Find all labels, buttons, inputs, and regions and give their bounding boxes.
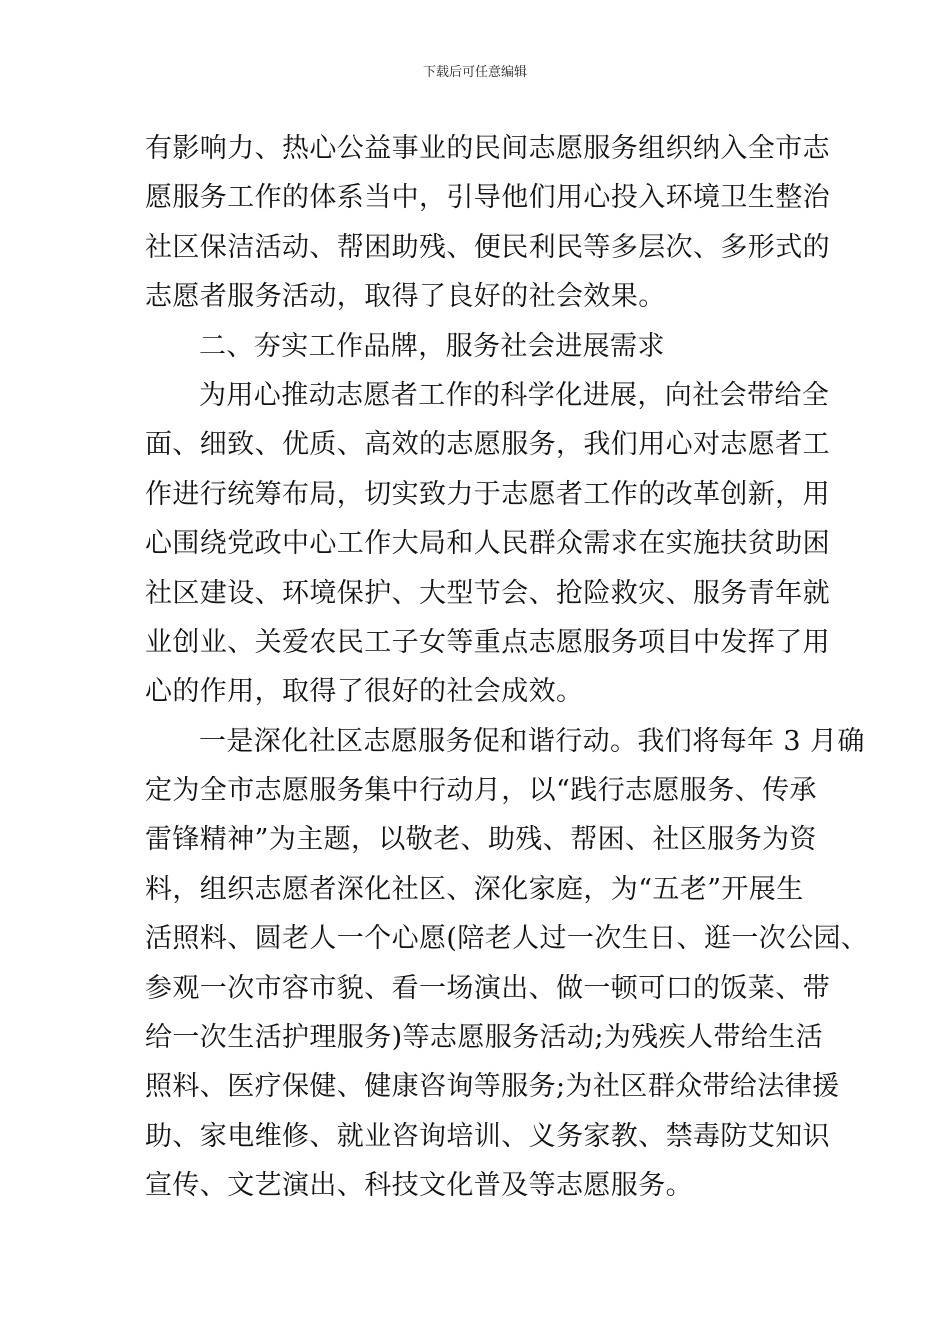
text-line: 面、细致、优质、高效的志愿服务，我们用心对志愿者工 [145,429,830,461]
text-line: 给一次生活护理服务)等志愿服务活动;为残疾人带给生活 [145,1022,824,1054]
text-line: 为用心推动志愿者工作的科学化进展，向社会带给全 [199,379,830,411]
text-line: 宣传、文艺演出、科技文化普及等志愿服务。 [145,1170,693,1202]
document-body [145,124,869,1211]
text-line: 社区建设、环境保护、大型节会、抢险救灾、服务青年就 [145,577,830,609]
text-line: 作进行统筹布局，切实致力于志愿者工作的改革创新，用 [145,478,830,510]
section-heading: 二、夯实工作品牌，服务社会进展需求 [199,330,665,362]
text-line: 心围绕党政中心工作大局和人民群众需求在实施扶贫助困 [145,528,830,560]
text-line: 助、家电维修、就业咨询培训、义务家教、禁毒防艾知识 [145,1120,830,1152]
text-line: 活照料、圆老人一个心愿(陪老人过一次生日、逛一次公园、 [145,923,869,955]
text-line: 定为全市志愿服务集中行动月，以“践行志愿服务、传承 [145,775,817,807]
text-line: 一是深化社区志愿服务促和谐行动。我们将每年 3 月确 [199,725,865,757]
text-line: 照料、医疗保健、健康咨询等服务;为社区群众带给法律援 [145,1071,840,1103]
text-line: 雷锋精神”为主题，以敬老、助残、帮困、社区服务为资 [145,824,817,856]
text-line: 业创业、关爱农民工子女等重点志愿服务项目中发挥了用 [145,626,830,658]
text-line: 参观一次市容市貌、看一场演出、做一顿可口的饭菜、带 [145,972,830,1004]
text-line: 有影响力、热心公益事业的民间志愿服务组织纳入全市志 [145,133,830,164]
text-line: 社区保洁活动、帮困助残、便民利民等多层次、多形式的 [145,231,830,263]
text-line: 愿服务工作的体系当中，引导他们用心投入环境卫生整治 [145,182,830,214]
page-header [0,64,950,82]
header-text: 下载后可任意编辑 [422,65,527,80]
text-line: 志愿者服务活动，取得了良好的社会效果。 [145,281,666,313]
text-line: 料，组织志愿者深化社区、深化家庭，为“五老”开展生 [145,873,804,905]
text-line: 心的作用，取得了很好的社会成效。 [145,676,584,708]
